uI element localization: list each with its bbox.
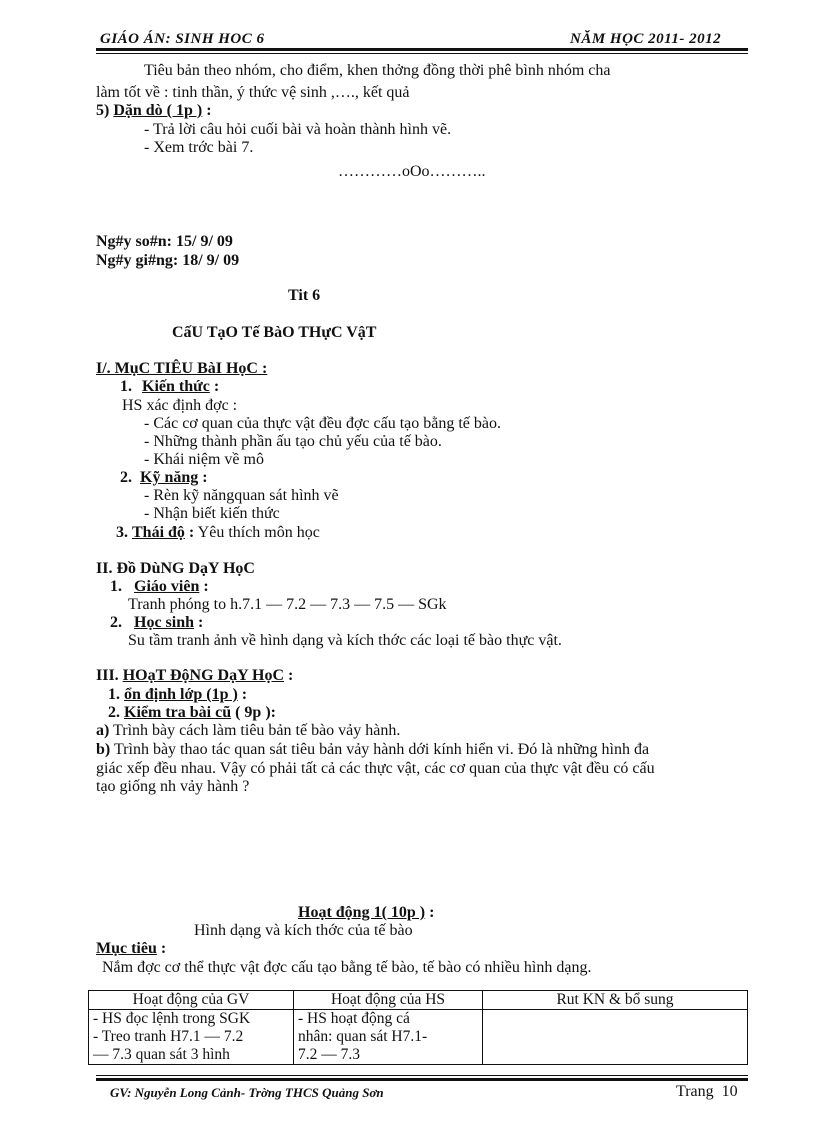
thaido-text: Yêu thích môn học bbox=[197, 524, 320, 541]
date-soan: Ng#y so#n: 15/ 9/ 09 bbox=[96, 233, 233, 250]
kienthuc-item-1: - Các cơ quan của thực vật đều đợc cấu tạo bằng tế bào. bbox=[144, 415, 501, 432]
kynang-num: 2. bbox=[120, 469, 132, 486]
footer-rule-thick bbox=[96, 1078, 748, 1081]
hocsinh-label: Học sinh bbox=[134, 614, 195, 631]
header-rule-thick bbox=[96, 48, 748, 51]
giaovien-num: 1. bbox=[110, 578, 122, 595]
dando-heading bbox=[96, 102, 212, 120]
question-a-text: Trình bày cách làm tiêu bản tế bào vảy hành. bbox=[113, 722, 401, 739]
hocsinh-heading bbox=[110, 614, 203, 632]
thaido-line bbox=[116, 524, 320, 542]
table-header-row bbox=[89, 991, 748, 1010]
ondinh-label: ổn định lớp (1p ) bbox=[124, 686, 238, 703]
kienthuc-intro: HS xác định đợc : bbox=[122, 397, 238, 414]
lesson-title: CấU TạO Tế BàO THựC VậT bbox=[172, 324, 377, 341]
question-b-line-3: tạo giống nh vảy hành ? bbox=[96, 778, 250, 795]
header-left: GIÁO ÁN: SINH HOC 6 bbox=[100, 31, 265, 47]
footer-rule-thin bbox=[96, 1075, 748, 1076]
activity-table bbox=[88, 990, 748, 1065]
section3-prefix: III. bbox=[96, 667, 119, 684]
thaido-label: Thái độ bbox=[132, 524, 185, 541]
dando-heading-num: 5) bbox=[96, 102, 110, 119]
date-giang: Ng#y gi#ng: 18/ 9/ 09 bbox=[96, 252, 240, 269]
thaido-num: 3. bbox=[116, 524, 128, 541]
table-header-hs: Hoạt động của HS bbox=[294, 991, 483, 1010]
kienthuc-label: Kiến thức bbox=[142, 378, 210, 395]
activity1-title: Hoạt động 1( 10p ) bbox=[298, 904, 426, 921]
activity1-colon: : bbox=[429, 904, 435, 921]
question-b-line-2: giác xếp đều nhau. Vậy có phải tất cả các thực vật, các cơ quan của thực vật đều có cấu bbox=[96, 760, 655, 777]
kiemtra-num: 2. bbox=[108, 704, 120, 721]
table-cell-hs bbox=[294, 1010, 483, 1065]
table-header-bs: Rut KN & bổ sung bbox=[483, 991, 748, 1010]
muctieu-heading bbox=[96, 940, 166, 958]
intro-line-2: làm tốt về : tinh thần, ý thức vệ sinh ,…., kết quả bbox=[96, 84, 410, 101]
section3-title: HOạT ĐộNG DạY HọC bbox=[122, 667, 285, 684]
question-b-line-1 bbox=[96, 741, 649, 759]
question-b-text-1: Trình bày thao tác quan sát tiêu bản vảy hành dới kính hiển vi. Đó là những hình đa bbox=[113, 741, 650, 758]
table-cell-gv bbox=[89, 1010, 294, 1065]
kynang-label: Kỹ năng bbox=[140, 469, 199, 486]
section2-heading: II. Đồ DùNG DạY HọC bbox=[96, 560, 255, 577]
table-cell-bs bbox=[483, 1010, 748, 1065]
kynang-colon: : bbox=[202, 469, 208, 486]
giaovien-text: Tranh phóng to h.7.1 — 7.2 — 7.3 — 7.5 — SGk bbox=[128, 596, 447, 613]
giaovien-heading bbox=[110, 578, 209, 596]
ondinh-line bbox=[108, 686, 247, 704]
header-rule-thin bbox=[96, 53, 748, 54]
ondinh-num: 1. bbox=[108, 686, 120, 703]
footer-trang-label: Trang bbox=[676, 1083, 714, 1100]
footer-page bbox=[676, 1083, 738, 1101]
lesson-number: Tit 6 bbox=[288, 287, 321, 304]
intro-line-1: Tiêu bản theo nhóm, cho điểm, khen thởng đồng thời phê bình nhóm cha bbox=[144, 62, 611, 79]
gv-line-3: — 7.3 quan sát 3 hình bbox=[93, 1046, 230, 1063]
kiemtra-line bbox=[108, 704, 276, 722]
kynang-item-2: - Nhận biết kiến thức bbox=[144, 505, 280, 522]
table-row bbox=[89, 1010, 748, 1065]
kienthuc-item-2: - Những thành phần ấu tạo chủ yếu của tế bào. bbox=[144, 433, 442, 450]
header-right: NĂM HỌC 2011- 2012 bbox=[570, 31, 722, 47]
kynang-item-1: - Rèn kỹ năngquan sát hình vẽ bbox=[144, 487, 339, 504]
muctieu-label: Mục tiêu bbox=[96, 940, 157, 957]
kienthuc-item-3: - Khái niệm về mô bbox=[144, 451, 264, 468]
footer-author: GV: Nguyễn Long Cảnh- Trờng THCS Quảng Sơn bbox=[110, 1085, 384, 1100]
hocsinh-text: Su tầm tranh ảnh về hình dạng và kích thớc các loại tế bào thực vật. bbox=[128, 632, 562, 649]
muctieu-colon: : bbox=[160, 940, 167, 957]
giaovien-label: Giáo viên bbox=[134, 578, 200, 595]
footer-page-number: 10 bbox=[721, 1083, 738, 1100]
thaido-colon: : bbox=[188, 524, 195, 541]
kienthuc-colon: : bbox=[213, 378, 220, 395]
question-a-label: a) bbox=[96, 722, 110, 739]
section1-heading: I/. MụC TIÊU BàI HọC : bbox=[96, 360, 268, 377]
activity1-subtitle: Hình dạng và kích thớc của tế bào bbox=[194, 922, 413, 939]
ondinh-colon: : bbox=[241, 686, 248, 703]
section3-heading bbox=[96, 667, 293, 685]
kienthuc-heading bbox=[120, 378, 219, 396]
gv-line-1: - HS đọc lệnh trong SGK bbox=[93, 1010, 251, 1027]
kienthuc-num: 1. bbox=[120, 378, 132, 395]
dando-item-1: - Trả lời câu hỏi cuối bài và hoàn thành hình vẽ. bbox=[144, 121, 452, 138]
giaovien-colon: : bbox=[203, 578, 209, 595]
muctieu-text: Nắm đợc cơ thể thực vật đợc cấu tạo bằng tế bào, tế bào có nhiều hình dạng. bbox=[102, 959, 592, 976]
dando-heading-colon: : bbox=[206, 102, 212, 119]
hs-line-1: - HS hoạt động cá bbox=[298, 1010, 410, 1027]
separator: …………oOo……….. bbox=[338, 163, 486, 180]
hs-line-2: nhân: quan sát H7.1- bbox=[298, 1028, 428, 1045]
hs-line-3: 7.2 — 7.3 bbox=[298, 1046, 360, 1063]
dando-item-2: - Xem trớc bài 7. bbox=[144, 139, 254, 156]
kynang-heading bbox=[120, 469, 208, 487]
hocsinh-num: 2. bbox=[110, 614, 122, 631]
section3-colon: : bbox=[288, 667, 294, 684]
gv-line-2: - Treo tranh H7.1 — 7.2 bbox=[93, 1028, 244, 1045]
dando-heading-text: Dặn dò ( 1p ) bbox=[113, 102, 203, 119]
activity1-heading bbox=[298, 904, 434, 922]
hocsinh-colon: : bbox=[198, 614, 204, 631]
kiemtra-suffix: ( 9p ): bbox=[235, 704, 276, 721]
kiemtra-label: Kiểm tra bài cũ bbox=[124, 704, 232, 721]
question-a bbox=[96, 722, 400, 740]
question-b-label: b) bbox=[96, 741, 111, 758]
table-header-gv: Hoạt động của GV bbox=[89, 991, 294, 1010]
